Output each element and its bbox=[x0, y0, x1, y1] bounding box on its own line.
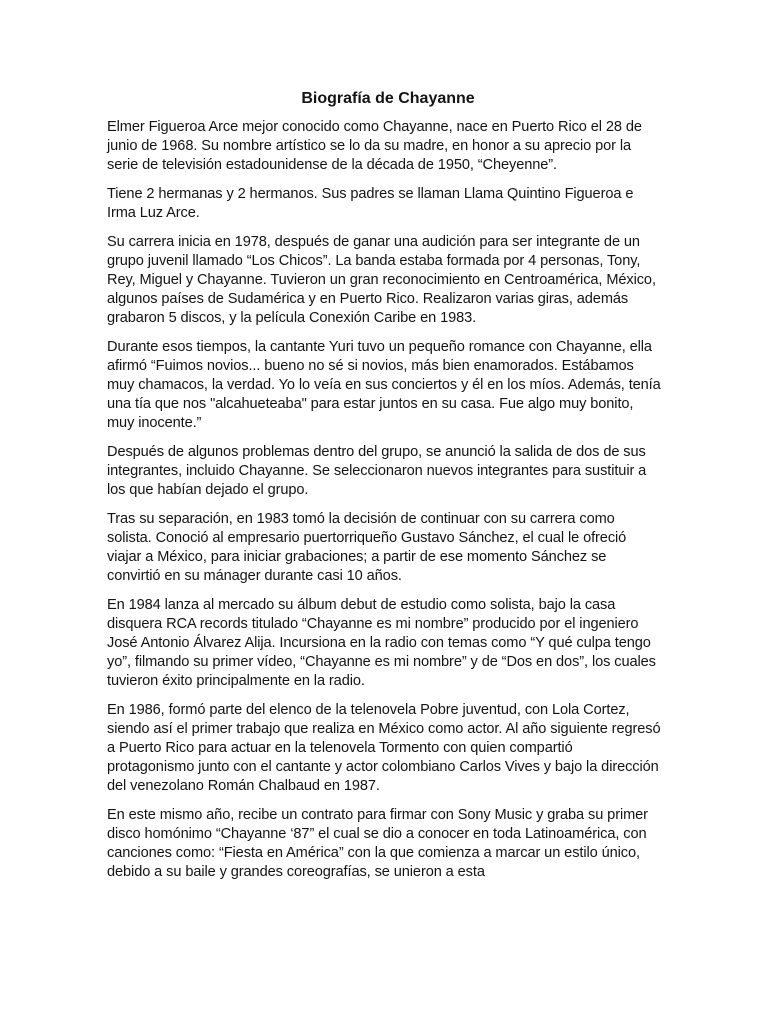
paragraph-7: En 1984 lanza al mercado su álbum debut de estudio como solista, bajo la casa disquera RCA records titulado “Chayanne es mi nombre” producido por el ingeniero José Antonio Álvarez Alija. Incursiona en la radio con temas como “Y qué culpa tengo yo”, filmando su primer vídeo, “Chayanne es mi nombre” y de “Dos en dos”, los cuales tuvieron éxito principalmente en la radio. bbox=[107, 597, 656, 689]
paragraph-4: Durante esos tiempos, la cantante Yuri tuvo un pequeño romance con Chayanne, ella afirmó “Fuimos novios... bueno no sé si novios, más bien enamorados. Estábamos muy chamacos, la verdad. Yo lo veía en sus conciertos y él en los míos. Además, tenía una tía que nos "alcahueteaba" para estar juntos en su casa. Fue algo muy bonito, muy inocente.” bbox=[107, 339, 661, 431]
paragraph-5: Después de algunos problemas dentro del grupo, se anunció la salida de dos de sus integrantes, incluido Chayanne. Se seleccionaron nuevos integrantes para sustituir a los que habían dejado el grupo. bbox=[107, 444, 647, 498]
paragraph-3: Su carrera inicia en 1978, después de ganar una audición para ser integrante de un grupo juvenil llamado “Los Chicos”. La banda estaba formada por 4 personas, Tony, Rey, Miguel y Chayanne. Tuvieron un gran reconocimiento en Centroamérica, México, algunos países de Sudamérica y en Puerto Rico. Realizaron varias giras, además grabaron 5 discos, y la película Conexión Caribe en 1983. bbox=[107, 234, 656, 326]
document-title: Biografía de Chayanne bbox=[301, 90, 475, 107]
paragraph-6: Tras su separación, en 1983 tomó la decisión de continuar con su carrera como solista. Conoció al empresario puertorriqueño Gustavo Sánchez, el cual le ofreció viajar a México, para iniciar grabaciones; a partir de ese momento Sánchez se convirtió en su mánager durante casi 10 años. bbox=[107, 511, 627, 584]
paragraph-2: Tiene 2 hermanas y 2 hermanos. Sus padres se llaman Llama Quintino Figueroa e Irma Luz Arce. bbox=[107, 186, 634, 221]
document-body bbox=[107, 88, 663, 882]
paragraph-8: En 1986, formó parte del elenco de la telenovela Pobre juventud, con Lola Cortez, siendo así el primer trabajo que realiza en México como actor. Al año siguiente regresó a Puerto Rico para actuar en la telenovela Tormento con quien compartió protagonismo junto con el cantante y actor colombiano Carlos Vives y bajo la dirección del venezolano Román Chalbaud en 1987. bbox=[107, 702, 661, 794]
paragraph-9: En este mismo año, recibe un contrato para firmar con Sony Music y graba su primer disco homónimo “Chayanne ‘87” el cual se dio a conocer en toda Latinoamérica, con canciones como: “Fiesta en América” con la que comienza a marcar un estilo único, debido a su baile y grandes coreografías, se unieron a esta bbox=[107, 807, 648, 880]
paragraph-1: Elmer Figueroa Arce mejor conocido como Chayanne, nace en Puerto Rico el 28 de junio de 1968. Su nombre artístico se lo da su madre, en honor a su aprecio por la serie de televisión estadounidense de la década de 1950, “Cheyenne”. bbox=[107, 119, 642, 173]
